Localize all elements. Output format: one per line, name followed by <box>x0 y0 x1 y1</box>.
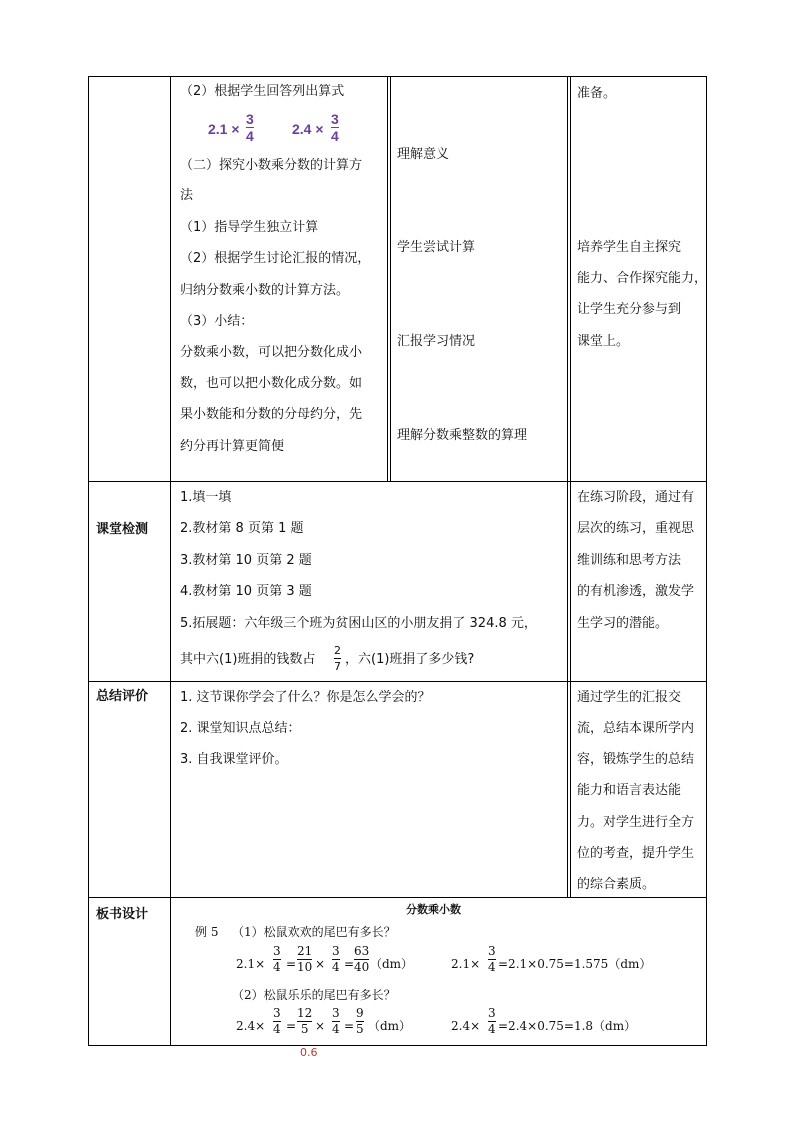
fraction: 3 4 <box>488 944 496 974</box>
intent-line: 力。对学生进行全方 <box>577 815 695 830</box>
intent-line: 让学生充分参与到 <box>577 302 682 317</box>
section-label-board: 板书设计 <box>96 907 149 922</box>
exercise-item: 5.拓展题：六年级三个班为贫困山区的小朋友捐了 324.8 元， <box>180 616 537 631</box>
exercise-item: 其中六(1)班捐的钱数占 <box>180 652 316 667</box>
row1-line: （3）小结： <box>180 314 254 329</box>
row1-line: 约分再计算更简便 <box>180 439 285 454</box>
intent-line: 维训练和思考方法 <box>577 553 682 568</box>
intent-line: 容，锻炼学生的总结 <box>577 752 695 767</box>
row1-line: 法 <box>180 188 194 203</box>
student-activity: 理解意义 <box>397 147 450 162</box>
student-activity: 理解分数乘整数的算理 <box>397 428 528 443</box>
intent-line: 通过学生的汇报交 <box>577 690 682 705</box>
fraction: 63 40 <box>354 944 370 974</box>
question-1: （1）松鼠欢欢的尾巴有多长？ <box>232 925 396 939</box>
exercise-item: 1.填一填 <box>180 490 232 505</box>
exercise-item: 2.教材第 8 页第 1 题 <box>180 521 304 536</box>
fraction: 3 4 <box>332 944 340 974</box>
row1-line: 归纳分数乘小数的计算方法。 <box>180 283 350 298</box>
fraction: 3 4 <box>332 1006 340 1036</box>
row1-line: 果小数能和分数的分母约分，先 <box>180 407 363 422</box>
fraction: 3 4 <box>246 111 254 144</box>
example-label: 例 5 <box>195 925 219 939</box>
intent-line: 在练习阶段，通过有 <box>577 490 695 505</box>
exercise-item: ，六(1)班捐了多少钱? <box>345 652 475 667</box>
intent-line: 的综合素质。 <box>577 877 656 892</box>
intent-line: 能力和语言表达能 <box>577 783 682 798</box>
fraction: 3 4 <box>488 1006 496 1036</box>
intent-line: 准备。 <box>577 86 617 101</box>
summary-item: 3. 自我课堂评价。 <box>180 752 288 767</box>
row1-line: （2）根据学生讨论汇报的情况， <box>180 251 371 266</box>
section-label-check: 课堂检测 <box>96 522 149 537</box>
intent-line: 流，总结本课所学内 <box>577 721 695 736</box>
row1-line: 数，也可以把小数化成分数。如 <box>180 376 363 391</box>
fraction: 9 5 <box>356 1006 364 1036</box>
row1-line: （二）探究小数乘分数的计算方 <box>180 158 363 173</box>
red-annotation: 0.6 <box>300 1046 318 1059</box>
fraction: 3 4 <box>273 1006 281 1036</box>
student-activity: 汇报学习情况 <box>397 334 476 349</box>
intent-line: 课堂上。 <box>577 334 630 349</box>
intent-line: 能力、合作探究能力， <box>577 271 708 286</box>
intent-line: 生学习的潜能。 <box>577 616 669 631</box>
intent-line: 层次的练习，重视思 <box>577 521 695 536</box>
fraction: 21 10 <box>297 944 313 974</box>
section-label-summary: 总结评价 <box>96 689 149 704</box>
intent-line: 培养学生自主探究 <box>577 240 682 255</box>
fraction: 3 4 <box>331 111 339 144</box>
question-2: （2）松鼠乐乐的尾巴有多长？ <box>232 988 396 1002</box>
fraction: 2 7 <box>334 644 341 673</box>
row1-line: （1）指导学生独立计算 <box>180 220 319 235</box>
intent-line: 的有机渗透，激发学 <box>577 584 695 599</box>
summary-item: 2. 课堂知识点总结： <box>180 721 301 736</box>
board-title: 分数乘小数 <box>406 903 461 916</box>
student-activity: 学生尝试计算 <box>397 240 476 255</box>
summary-item: 1. 这节课你学会了什么？你是怎么学会的？ <box>180 690 431 705</box>
exercise-item: 4.教材第 10 页第 3 题 <box>180 584 312 599</box>
row1-line: （2）根据学生回答列出算式 <box>180 84 345 99</box>
row1-line: 分数乘小数，可以把分数化成小 <box>180 345 363 360</box>
fraction: 3 4 <box>273 944 281 974</box>
exercise-item: 3.教材第 10 页第 2 题 <box>180 553 312 568</box>
intent-line: 位的考查，提升学生 <box>577 846 695 861</box>
fraction: 12 5 <box>297 1006 313 1036</box>
